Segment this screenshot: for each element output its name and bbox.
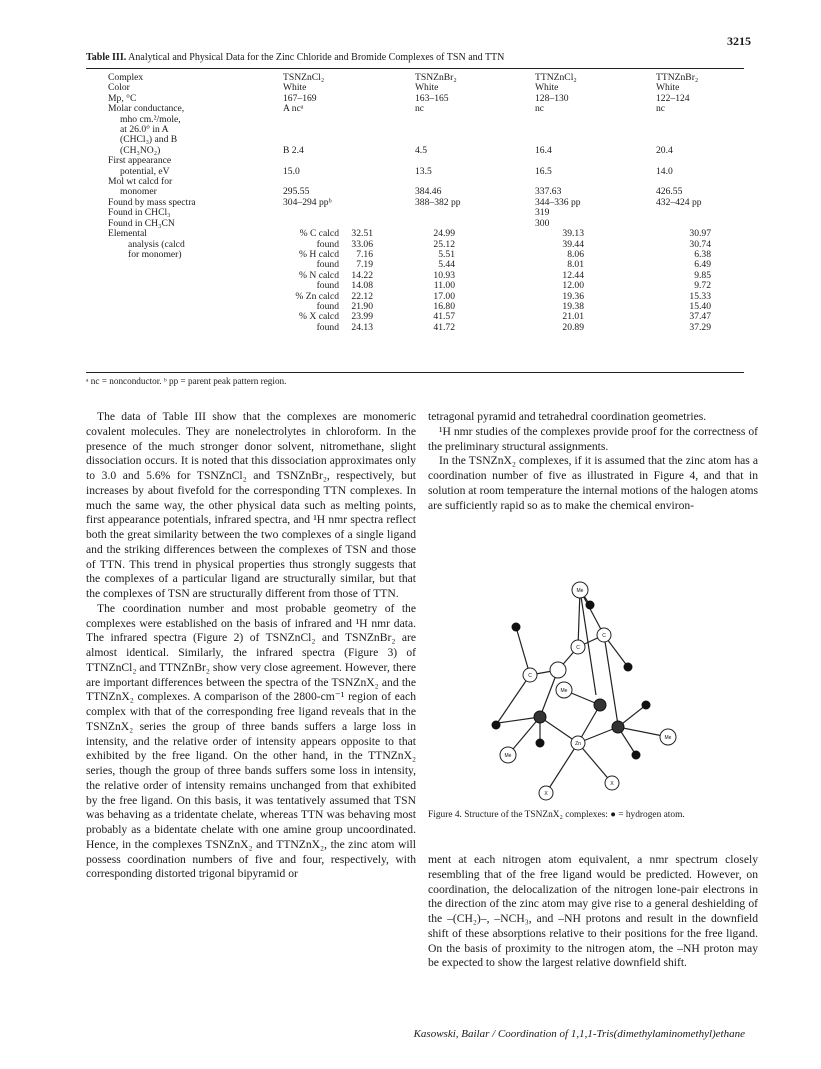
page-number: 3215 bbox=[727, 34, 751, 48]
table-cell: 13.5 bbox=[415, 165, 432, 177]
table-cell: 33.06 bbox=[351, 238, 373, 250]
table-row bbox=[86, 167, 744, 177]
table-row bbox=[86, 198, 744, 208]
row-label bbox=[86, 271, 283, 281]
table-cell: 384.46 bbox=[415, 186, 442, 198]
row-label: Complex bbox=[108, 72, 144, 83]
table-cell: 15.33 bbox=[689, 290, 711, 302]
table-cell: 128–130 bbox=[535, 92, 569, 104]
hydrogen-atom bbox=[536, 739, 545, 748]
table-cell: 12.00 bbox=[562, 280, 584, 292]
table-row bbox=[86, 146, 744, 156]
table-cell: 8.06 bbox=[567, 248, 584, 260]
table-cell: 21.90 bbox=[351, 300, 373, 312]
table-cell bbox=[283, 125, 415, 135]
table-cell: 122–124 bbox=[656, 92, 690, 104]
row-label: Mp, °C bbox=[108, 92, 137, 104]
table-cell: 11.00 bbox=[433, 280, 455, 292]
row-label: Color bbox=[108, 82, 130, 94]
table-cell: 39.44 bbox=[562, 238, 584, 250]
row-label: mho cm.²/mole, bbox=[120, 113, 181, 125]
c-label: C bbox=[602, 633, 606, 639]
table-cell bbox=[535, 115, 656, 125]
table-row bbox=[86, 229, 744, 239]
paragraph: ¹H nmr studies of the complexes provide proof for the correctness of the preliminary structural assignments. bbox=[428, 424, 758, 453]
table-row bbox=[86, 208, 744, 218]
table-row bbox=[86, 302, 744, 312]
row-label bbox=[86, 260, 283, 270]
row-label: Found in CHCl₃ bbox=[108, 207, 171, 219]
analysis-label: found bbox=[316, 321, 339, 333]
row-label: potential, eV bbox=[120, 165, 170, 177]
row-label: Found in CH₃CN bbox=[108, 217, 175, 229]
analysis-label: found bbox=[316, 300, 339, 312]
table-cell: 21.01 bbox=[562, 311, 584, 323]
table-cell: White bbox=[283, 82, 307, 94]
right-column-top bbox=[428, 410, 758, 513]
row-label bbox=[86, 312, 283, 322]
table-cell: 10.93 bbox=[433, 269, 455, 281]
table-cell: 30.97 bbox=[689, 228, 711, 240]
row-label bbox=[86, 281, 283, 291]
table-row bbox=[86, 219, 744, 229]
table-cell: 32.51 bbox=[351, 228, 373, 240]
row-label: (CH₃NO₂) bbox=[120, 144, 161, 156]
analysis-label: % H calcd bbox=[299, 248, 339, 260]
analysis-label: found bbox=[316, 280, 339, 292]
table-cell: 25.12 bbox=[433, 238, 455, 250]
table-cell: 20.4 bbox=[656, 144, 673, 156]
paragraph: The coordination number and most probable geometry of the complexes were established on the basis of infrared and ¹H nmr data. The infrared spectra (Figure 2) of TSNZnCl₂ and TSNZnBr₂ are almost identical. Similarly, the infrared spectra (Figure 3) of TTNZnCl₂ and TTNZnBr₂ show very close agreement. However, there are important differences between the spectra of the TSNZnX₂ and the TTNZnX₂ complexes. A comparison of the 2800-cm⁻¹ region of each complex with that of the corresponding free ligand reveals that in the TSNZnX₂ series the group of three bands suffers a large loss in intensity, and the relative order of intensity appears opposite to that exhibited by the free ligand. On the other hand, in the TTNZnX₂ series, though the group of three bands suffers some loss in intensity, the relative order of intensity remains unchanged from that exhibited by the free ligand. On this basis, it was tentatively assumed that TSN was behaving as a tridentate chelate, whereas TTN was behaving most probably as a bidentate chelate with one amine group uncoordinated. Hence, in the complexes TSNZnX₂ and TTNZnX₂, the zinc atom will possess coordination numbers of five and four, respectively, with corresponding distorted trigonal bipyramid or bbox=[86, 601, 416, 881]
c-label: C bbox=[528, 673, 532, 679]
table-bottom-rule bbox=[86, 372, 744, 373]
table-cell: TTNZnCl₂ bbox=[535, 72, 577, 83]
table-caption-text: Analytical and Physical Data for the Zinc Chloride and Bromide Complexes of TSN and TTN bbox=[128, 52, 505, 63]
row-label: (CHCl₃) and B bbox=[120, 134, 178, 146]
table-cell: 300 bbox=[535, 217, 550, 229]
paragraph: In the TSNZnX₂ complexes, if it is assumed that the zinc atom has a coordination number of five as illustrated in Figure 4, and that in solution at room temperature the internal motions of the halogen atoms are sufficiently rapid so as to make the chemical environ- bbox=[428, 454, 758, 512]
table-cell: 39.13 bbox=[562, 228, 584, 240]
table-cell: 16.80 bbox=[433, 300, 455, 312]
table-footnote: ᵃ nc = nonconductor. ᵇ pp = parent peak pattern region. bbox=[86, 376, 287, 386]
table-cell bbox=[415, 156, 535, 166]
row-label: First appearance bbox=[108, 155, 172, 167]
figure-4-structure bbox=[468, 565, 688, 805]
table-cell bbox=[415, 115, 535, 125]
row-label: Molar conductance, bbox=[108, 103, 185, 115]
hydrogen-atom bbox=[492, 721, 501, 730]
table-cell: 432–424 pp bbox=[656, 196, 702, 208]
table-cell bbox=[415, 125, 535, 135]
row-label: Found by mass spectra bbox=[108, 196, 196, 208]
paragraph: ment at each nitrogen atom equivalent, a nmr spectrum closely resembling that of the free ligand would be predicted. However, on coordination, the delocalization of the nitrogen lone-pair electrons in the direction of the zinc atom may give rise to a general deshielding of the –(CH₂)–, –NCH₃, and –NH protons and result in the downfield shift of these absorptions relative to their positions for the free ligand. On the basis of proximity to the nitrogen atom, the –NH proton may be expected to show the largest relative downfield shift. bbox=[428, 853, 758, 970]
table-cell: 5.51 bbox=[438, 248, 455, 260]
analysis-label: % N calcd bbox=[299, 269, 339, 281]
table-cell: 15.0 bbox=[283, 165, 300, 177]
table-row bbox=[86, 250, 744, 260]
table-cell: 16.4 bbox=[535, 144, 552, 156]
hydrogen-atom bbox=[632, 751, 641, 760]
table-cell: nc bbox=[415, 103, 425, 115]
table-row bbox=[86, 292, 744, 302]
table-cell: 295.55 bbox=[283, 186, 310, 198]
table-cell: nc bbox=[535, 103, 545, 115]
table-top-rule bbox=[86, 68, 744, 69]
running-footer: Kasowski, Bailar / Coordination of 1,1,1-Tris(dimethylaminomethyl)ethane bbox=[413, 1028, 745, 1040]
table-row bbox=[86, 115, 744, 125]
table-cell bbox=[283, 208, 415, 218]
table-cell: 17.00 bbox=[433, 290, 455, 302]
table-row bbox=[86, 271, 744, 281]
table-cell: 30.74 bbox=[689, 238, 711, 250]
table-cell: 37.29 bbox=[689, 321, 711, 333]
right-column-bottom bbox=[428, 853, 758, 971]
table-cell: White bbox=[656, 82, 680, 94]
hydrogen-atom bbox=[624, 663, 633, 672]
table-cell: 16.5 bbox=[535, 165, 552, 177]
table-cell: White bbox=[535, 82, 559, 94]
table-cell: 388–382 pp bbox=[415, 196, 461, 208]
table-cell: 12.44 bbox=[562, 269, 584, 281]
table-caption-label: Table III. bbox=[86, 52, 127, 63]
row-label bbox=[86, 302, 283, 312]
me-label: Me bbox=[504, 753, 512, 759]
table-cell: 9.85 bbox=[694, 269, 711, 281]
analysis-label: % X calcd bbox=[299, 311, 339, 323]
table-cell: TTNZnBr₂ bbox=[656, 72, 699, 83]
table-cell: TSNZnBr₂ bbox=[415, 72, 457, 83]
table-cell: 41.72 bbox=[433, 321, 455, 333]
table-cell bbox=[415, 208, 535, 218]
analysis-label: % C calcd bbox=[299, 228, 339, 240]
row-label: monomer bbox=[120, 186, 157, 198]
row-label: at 26.0° in A bbox=[120, 124, 169, 136]
nitrogen-atom bbox=[534, 711, 546, 723]
table-cell: 6.49 bbox=[694, 259, 711, 271]
nitrogen-atom bbox=[594, 699, 606, 711]
paragraph: tetragonal pyramid and tetrahedral coordination geometries. bbox=[428, 410, 707, 423]
table-cell: 7.19 bbox=[356, 259, 373, 271]
row-label: Elemental bbox=[108, 228, 147, 240]
hydrogen-atom bbox=[512, 623, 521, 632]
hydrogen-atom bbox=[586, 601, 595, 610]
table-cell: 19.36 bbox=[562, 290, 584, 302]
row-label: for monomer) bbox=[128, 248, 182, 260]
analysis-label: % Zn calcd bbox=[295, 290, 339, 302]
x-label: X bbox=[544, 791, 548, 797]
table-cell: 304–294 ppᵇ bbox=[283, 196, 332, 208]
table-row bbox=[86, 125, 744, 135]
table-cell bbox=[656, 208, 744, 218]
table-cell: A ncᵃ bbox=[283, 103, 304, 115]
row-label bbox=[86, 323, 283, 333]
table-cell bbox=[535, 156, 656, 166]
table-cell: nc bbox=[656, 103, 666, 115]
nitrogen-atom bbox=[612, 721, 624, 733]
table-cell bbox=[656, 125, 744, 135]
table-cell: 19.38 bbox=[562, 300, 584, 312]
table-cell: 23.99 bbox=[351, 311, 373, 323]
table-cell: 37.47 bbox=[689, 311, 711, 323]
me-label: Me bbox=[560, 688, 568, 694]
table-cell: 426.55 bbox=[656, 186, 683, 198]
row-label: analysis (calcd bbox=[128, 238, 185, 250]
row-label bbox=[86, 292, 283, 302]
table-cell bbox=[415, 135, 535, 145]
me-label: Me bbox=[664, 735, 672, 741]
table-cell: 24.99 bbox=[433, 228, 455, 240]
table-cell: B 2.4 bbox=[283, 144, 304, 156]
table-cell: White bbox=[415, 82, 439, 94]
left-column bbox=[86, 410, 416, 882]
table-cell: 319 bbox=[535, 207, 550, 219]
table-cell: 22.12 bbox=[351, 290, 373, 302]
zn-label: Zn bbox=[575, 741, 581, 747]
table-cell: 14.22 bbox=[351, 269, 373, 281]
table-cell: 344–336 pp bbox=[535, 196, 581, 208]
table-row bbox=[86, 281, 744, 291]
table-cell: 9.72 bbox=[694, 280, 711, 292]
table-cell bbox=[283, 156, 415, 166]
table-cell: 4.5 bbox=[415, 144, 427, 156]
table-cell: 14.0 bbox=[656, 165, 673, 177]
table-cell bbox=[656, 115, 744, 125]
analysis-label: found bbox=[316, 259, 339, 271]
analysis-label: found bbox=[316, 238, 339, 250]
paragraph: The data of Table III show that the complexes are monomeric covalent molecules. They are nonelectrolytes in chloroform. In the presence of the much stronger donor solvent, nitromethane, slight dissociation occurs. It is noted that this dissociation approximates only to 3.0 and 5.6% for TSNZnCl₂ and TSNZnBr₂, respectively, but increases by about fivefold for the corresponding TTN complexes. In much the same way, the other physical data such as melting points, first appearance potentials, infrared spectra, and ¹H nmr spectra reflect both the great similarity between the two complexes of a single ligand and the striking differences between the complexes of TSN and those of TTN. This trend in physical properties thus strongly suggests that the complexes of a particular ligand are structurally similar, but that the complexes of TSN are structurally different from those of TTN. bbox=[86, 410, 416, 600]
me-label: Me bbox=[576, 588, 584, 594]
table-cell: TSNZnCl₂ bbox=[283, 72, 325, 83]
table-row bbox=[86, 240, 744, 250]
data-table bbox=[86, 73, 744, 333]
table-row bbox=[86, 260, 744, 270]
table-cell: 163–165 bbox=[415, 92, 449, 104]
table-cell: 14.08 bbox=[351, 280, 373, 292]
table-cell bbox=[535, 125, 656, 135]
table-row bbox=[86, 104, 744, 114]
table-cell: 6.38 bbox=[694, 248, 711, 260]
table-cell: 20.89 bbox=[562, 321, 584, 333]
table-row bbox=[86, 312, 744, 322]
x-label: X bbox=[610, 781, 614, 787]
table-cell: 15.40 bbox=[689, 300, 711, 312]
table-cell: 5.44 bbox=[438, 259, 455, 271]
table-cell bbox=[535, 135, 656, 145]
c-label: C bbox=[576, 645, 580, 651]
table-cell: 8.01 bbox=[567, 259, 584, 271]
table-cell: 337.63 bbox=[535, 186, 562, 198]
table-caption bbox=[86, 52, 504, 63]
table-row bbox=[86, 323, 744, 333]
table-cell: 24.13 bbox=[351, 321, 373, 333]
row-label: Mol wt calcd for bbox=[108, 176, 173, 188]
table-cell: 41.57 bbox=[433, 311, 455, 323]
figure-caption: Figure 4. Structure of the TSNZnX₂ complexes: ● = hydrogen atom. bbox=[428, 810, 685, 820]
table-cell: 167–169 bbox=[283, 92, 317, 104]
table-cell: 7.16 bbox=[356, 248, 373, 260]
hydrogen-atom bbox=[642, 701, 651, 710]
table-cell bbox=[283, 115, 415, 125]
